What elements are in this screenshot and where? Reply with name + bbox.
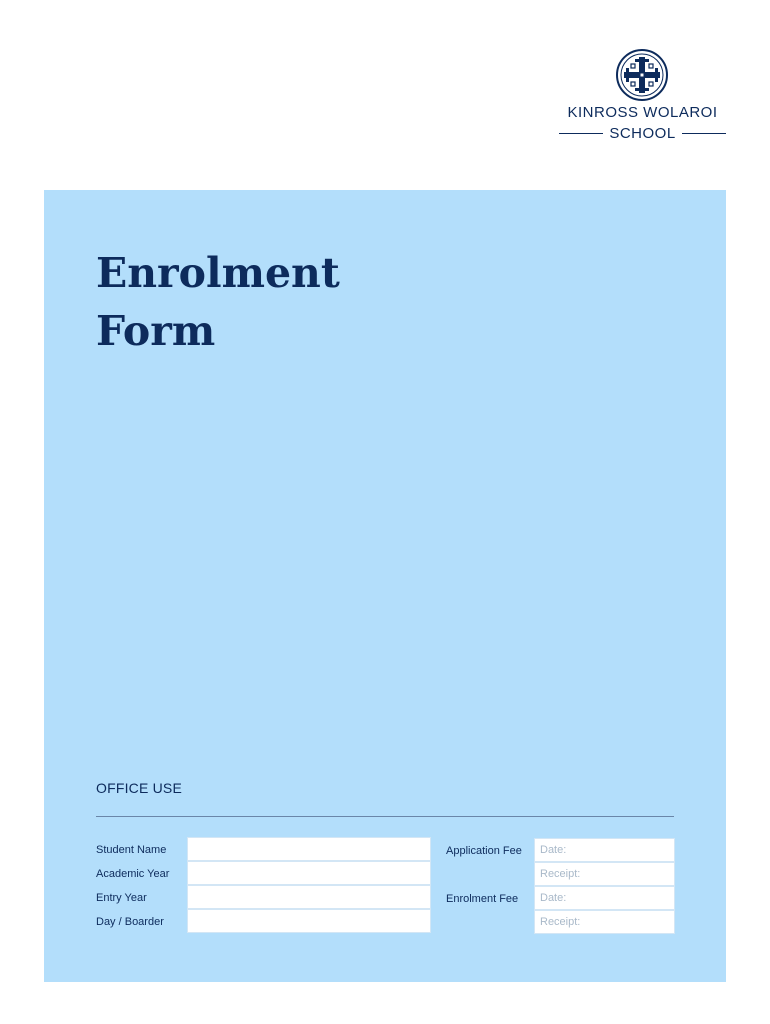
application-fee-label: Application Fee <box>446 845 522 857</box>
entry-year-label: Entry Year <box>96 892 147 904</box>
office-use-divider <box>96 816 674 817</box>
entry-year-field[interactable] <box>187 885 431 909</box>
enrolment-fee-receipt-field[interactable]: Receipt: <box>534 910 675 934</box>
school-logo <box>555 48 730 148</box>
logo-rule-right <box>682 133 726 134</box>
day-boarder-field[interactable] <box>187 909 431 933</box>
enrolment-fee-label: Enrolment Fee <box>446 893 519 905</box>
logo-rule-left <box>559 133 603 134</box>
form-title-line1: Enrolment <box>96 249 340 297</box>
application-fee-receipt-field[interactable]: Receipt: <box>534 862 675 886</box>
logo-name: KINROSS WOLAROI <box>567 104 718 121</box>
academic-year-field[interactable] <box>187 861 431 885</box>
cross-emblem-icon <box>615 48 669 102</box>
application-fee-date-field[interactable]: Date: <box>534 838 675 862</box>
office-use-heading: OFFICE USE <box>96 780 183 796</box>
form-title-line2: Form <box>96 307 216 355</box>
enrolment-fee-date-field[interactable]: Date: <box>534 886 675 910</box>
academic-year-label: Academic Year <box>96 868 170 880</box>
student-name-field[interactable] <box>187 837 431 861</box>
student-name-label: Student Name <box>96 844 167 856</box>
logo-school: SCHOOL <box>609 124 676 142</box>
day-boarder-label: Day / Boarder <box>96 916 164 928</box>
logo-school-row <box>559 124 726 142</box>
cover-panel <box>44 190 726 982</box>
form-title <box>96 244 340 360</box>
